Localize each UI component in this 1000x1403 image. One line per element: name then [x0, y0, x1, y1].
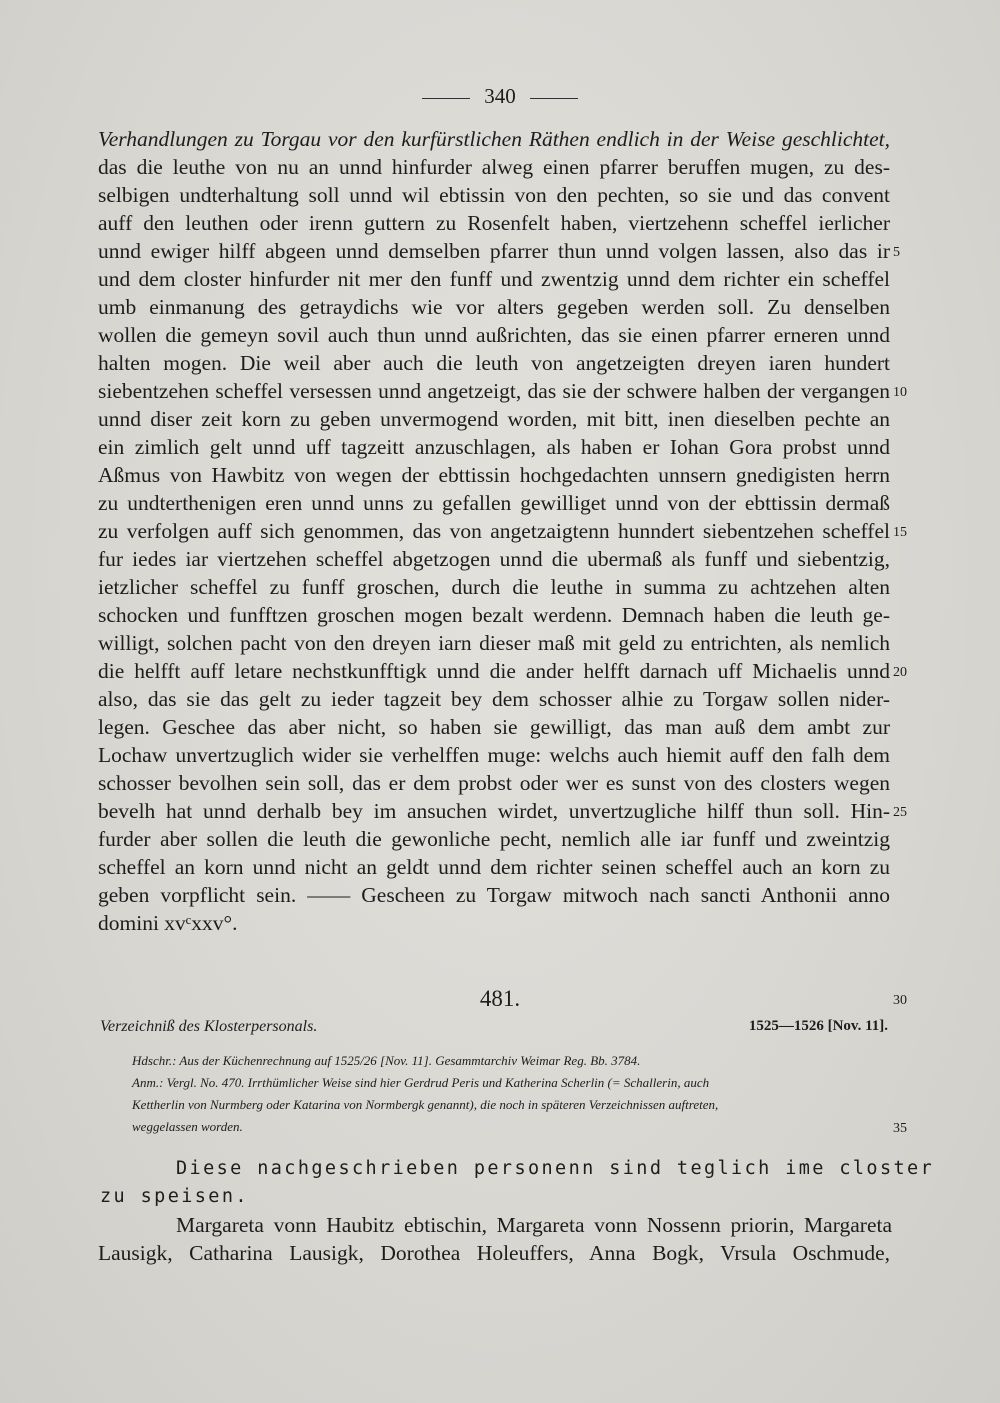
text-line: fur iedes iar viertzehen scheffel abgetzogen unnd die ubermaß als funff und siebentzig, [98, 547, 890, 571]
header-rule-right [530, 98, 578, 99]
line-number: 25 [893, 805, 907, 820]
text-line: Lochaw unvertzuglich wider sie verhelffen muge: welchs auch hiemit auff den falh dem [98, 743, 890, 767]
text-line: wollen die gemeyn sovil auch thun unnd außrichten, das sie einen pfarrer erneren unnd [98, 323, 890, 347]
page-header [0, 84, 1000, 109]
line-number: 35 [893, 1121, 907, 1136]
text-line: ietzlicher scheffel zu funff groschen, durch die leuthe in summa zu achtzehen alten [98, 575, 890, 599]
text-line: furder aber sollen die leuth die gewonliche pecht, nemlich alle iar funff und zweintzig [98, 827, 890, 851]
text-line: Verhandlungen zu Torgau vor den kurfürstlichen Räthen endlich in der Weise geschlichtet, [98, 127, 890, 151]
note-line: Kettherlin von Nurmberg oder Katarina von Normbergk genannt), die noch in späteren Verzeichnissen auftreten, [132, 1097, 719, 1112]
text-line: bevelh hat unnd derhalb bey im ansuchen wirdet, unvertzugliche hilff thun soll. Hin- [98, 799, 890, 823]
line-number: 15 [893, 525, 907, 540]
text-line: domini xvᶜxxv°. [98, 911, 238, 935]
line-number: 30 [893, 993, 907, 1008]
text-line: zu undterthenigen eren unnd unns zu gefallen gewilliget unnd von der ebttissin dermaß [98, 491, 890, 515]
header-rule-left [422, 98, 470, 99]
document-number: 481. [479, 986, 521, 1011]
note-line: weggelassen worden. [132, 1119, 243, 1134]
text-line: Lausigk, Catharina Lausigk, Dorothea Holeuffers, Anna Bogk, Vrsula Oschmude, [98, 1241, 890, 1265]
text-line: die helfft auff letare nechstkunfftigk unnd die ander helfft darnach uff Michaelis unnd [98, 659, 890, 683]
text-line: schocken und funfftzen groschen mogen bezalt werdenn. Demnach haben die leuth ge- [98, 603, 890, 627]
text-line: willigt, solchen pacht von den dreyen iarn dieser maß mit geld zu entrichten, als nemlich [98, 631, 890, 655]
document-title: Verzeichniß des Klosterpersonals. [100, 1018, 318, 1035]
note-line: Anm.: Vergl. No. 470. Irrthümlicher Weise sind hier Gerdrud Peris und Katherina Scherlin (= Schallerin, auch [132, 1075, 710, 1090]
text-line: zu verfolgen auff sich genommen, das von angetzaigtenn hunndert siebentzehen scheffel [98, 519, 890, 543]
document-heading-line: Diese nachgeschrieben personenn sind teglich ime closter [176, 1158, 935, 1179]
line-number: 5 [893, 245, 900, 260]
note-line: Hdschr.: Aus der Küchenrechnung auf 1525/26 [Nov. 11]. Gesammtarchiv Weimar Reg. Bb. 3784. [132, 1053, 641, 1068]
text-line: schosser bevolhen sein soll, das er dem probst oder wer es sunst von des closters wegen [98, 771, 890, 795]
text-line: selbigen undterhaltung soll unnd wil ebtissin von den pechten, so sie und das convent [98, 183, 890, 207]
text-line: scheffel an korn unnd nicht an geldt unnd dem richter seinen scheffel auch an korn zu [98, 855, 890, 879]
text-line: umb einmanung des getraydichs wie vor alters gegeben werden soll. Zu denselben [98, 295, 890, 319]
text-line: unnd ewiger hilff abgeen unnd demselben pfarrer thun unnd volgen lassen, also das ir [98, 239, 890, 263]
document-heading-line: zu speisen. [100, 1186, 249, 1207]
text-line: unnd diser zeit korn zu geben unvermogend worden, mit bitt, inen dieselben pechte an [98, 407, 890, 431]
document-date: 1525—1526 [Nov. 11]. [748, 1018, 888, 1034]
text-line: also, das sie das gelt zu ieder tagzeit bey dem schosser alhie zu Torgaw sollen nider- [98, 687, 890, 711]
text-line: Aßmus von Hawbitz von wegen der ebttissin hochgedachten unnsern gnedigisten herrn [98, 463, 890, 487]
text-line: halten mogen. Die weil aber auch die leuth von angetzeigten dreyen iaren hundert [98, 351, 890, 375]
text-line: auff den leuthen oder irenn guttern zu Rosenfelt haben, viertzehenn scheffel ierlicher [98, 211, 890, 235]
text-line: geben vorpflicht sein. —— Gescheen zu Torgaw mitwoch nach sancti Anthonii anno [98, 883, 890, 907]
line-number: 10 [893, 385, 907, 400]
line-number: 20 [893, 665, 907, 680]
text-line: Margareta vonn Haubitz ebtischin, Margareta vonn Nossenn priorin, Margareta [176, 1213, 892, 1237]
text-line: legen. Geschee das aber nicht, so haben sie gewilligt, das man auß dem ambt zur [98, 715, 890, 739]
text-line: siebentzehen scheffel versessen unnd angetzeigt, das sie der schwere halben der vergangen [98, 379, 890, 403]
text-line: ein zimlich gelt unnd uff tagzeitt anzuschlagen, als haben er Iohan Gora probst unnd [98, 435, 890, 459]
text-line: und dem closter hinfurder nit mer den funff und zwentzig unnd dem richter ein scheffel [98, 267, 890, 291]
text-line: das die leuthe von nu an unnd hinfurder alweg einen pfarrer beruffen mugen, zu des- [98, 155, 890, 179]
page-number: 340 [484, 84, 516, 108]
